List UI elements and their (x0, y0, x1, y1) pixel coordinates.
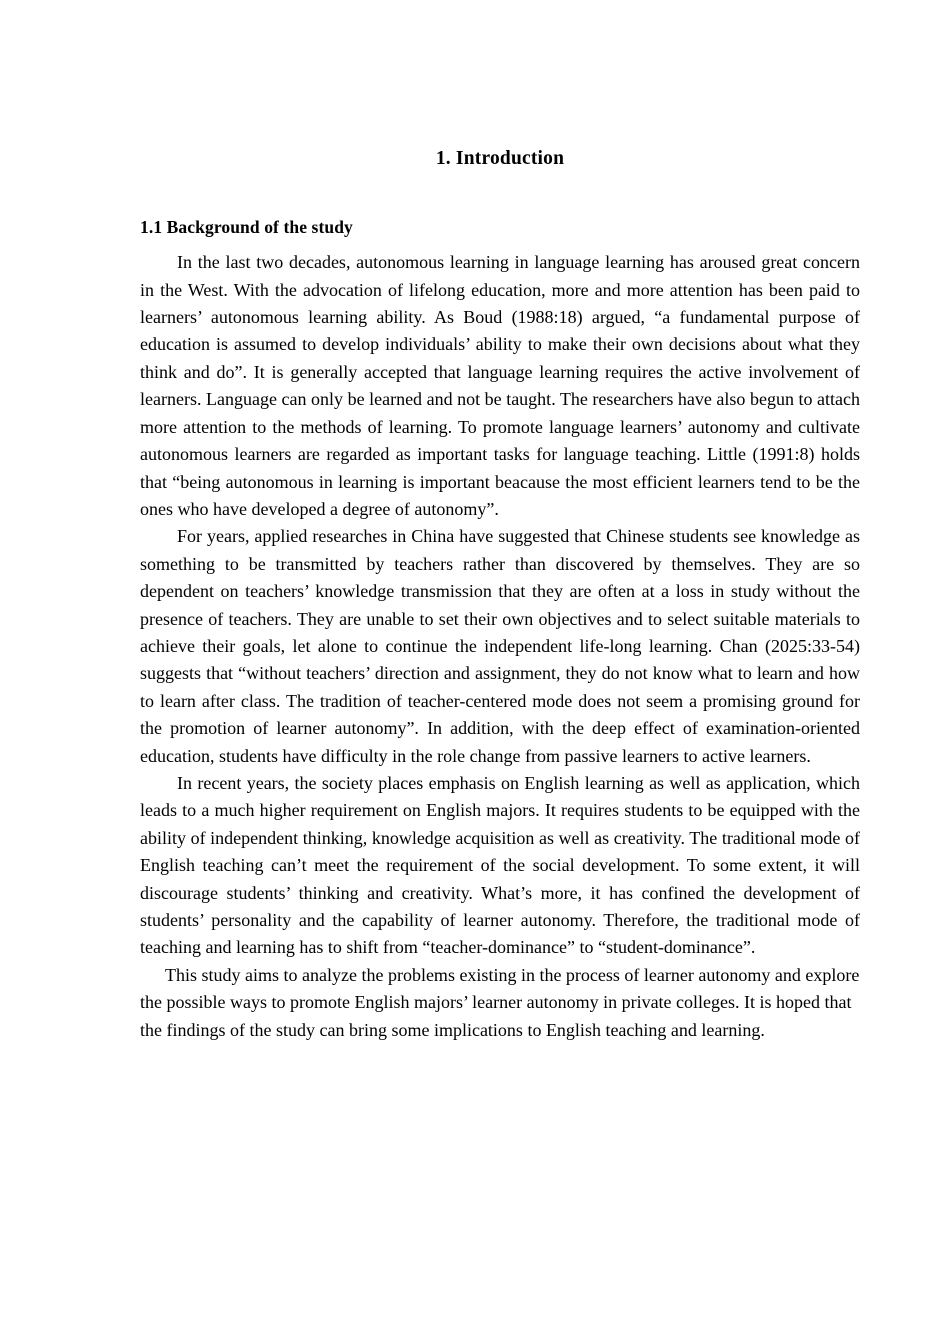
document-content (140, 0, 860, 1044)
body-paragraph-3: In recent years, the society places emphasis on English learning as well as application, which leads to a much higher requirement on English majors. It requires students to be equipped with the ability of independent thinking, knowledge acquisition as well as creativity. The traditional mode of English teaching can’t meet the requirement of the social development. To some extent, it will discourage students’ thinking and creativity. What’s more, it has confined the development of students’ personality and the capability of learner autonomy. Therefore, the traditional mode of teaching and learning has to shift from “teacher-dominance” to “student-dominance”. (140, 772, 860, 958)
page-title: 1. Introduction (435, 148, 565, 169)
body-paragraph-2: For years, applied researches in China have suggested that Chinese students see knowledge as something to be transmitted by teachers rather than discovered by themselves. They are so dependent on teachers’ knowledge transmission that they are often at a loss in study without the presence of teachers. They are unable to set their own objectives and to select suitable materials to achieve their goals, let alone to continue the independent life-long learning. Chan (2025:33-54) suggests that “without teachers’ direction and assignment, they do not know what to learn and how to learn after class. The tradition of teacher-centered mode does not seem a promising ground for the promotion of learner autonomy”. In addition, with the deep effect of examination-oriented education, students have difficulty in the role change from passive learners to active learners. (140, 526, 860, 766)
body-paragraph-1: In the last two decades, autonomous learning in language learning has aroused great concern in the West. With the advocation of lifelong education, more and more attention has been paid to learners’ autonomous learning ability. As Boud (1988:18) argued, “a fundamental purpose of education is assumed to develop individuals’ ability to make their own decisions about what they think and do”. It is generally accepted that language learning requires the active involvement of learners. Language can only be learned and not be taught. The researchers have also begun to attach more attention to the methods of learning. To promote language learners’ autonomy and cultivate autonomous learners are regarded as important tasks for language teaching. Little (1991:8) holds that “being autonomous in learning is important beacause the most efficient learners tend to be the ones who have developed a degree of autonomy”. (140, 252, 860, 519)
section-heading-1-1: 1.1 Background of the study (140, 217, 353, 238)
body-paragraph-4: This study aims to analyze the problems existing in the process of learner autonomy and explore the possible ways to promote English majors’ learner autonomy in private colleges. It is hoped that the findings of the study can bring some implications to English teaching and learning. (140, 964, 860, 1040)
